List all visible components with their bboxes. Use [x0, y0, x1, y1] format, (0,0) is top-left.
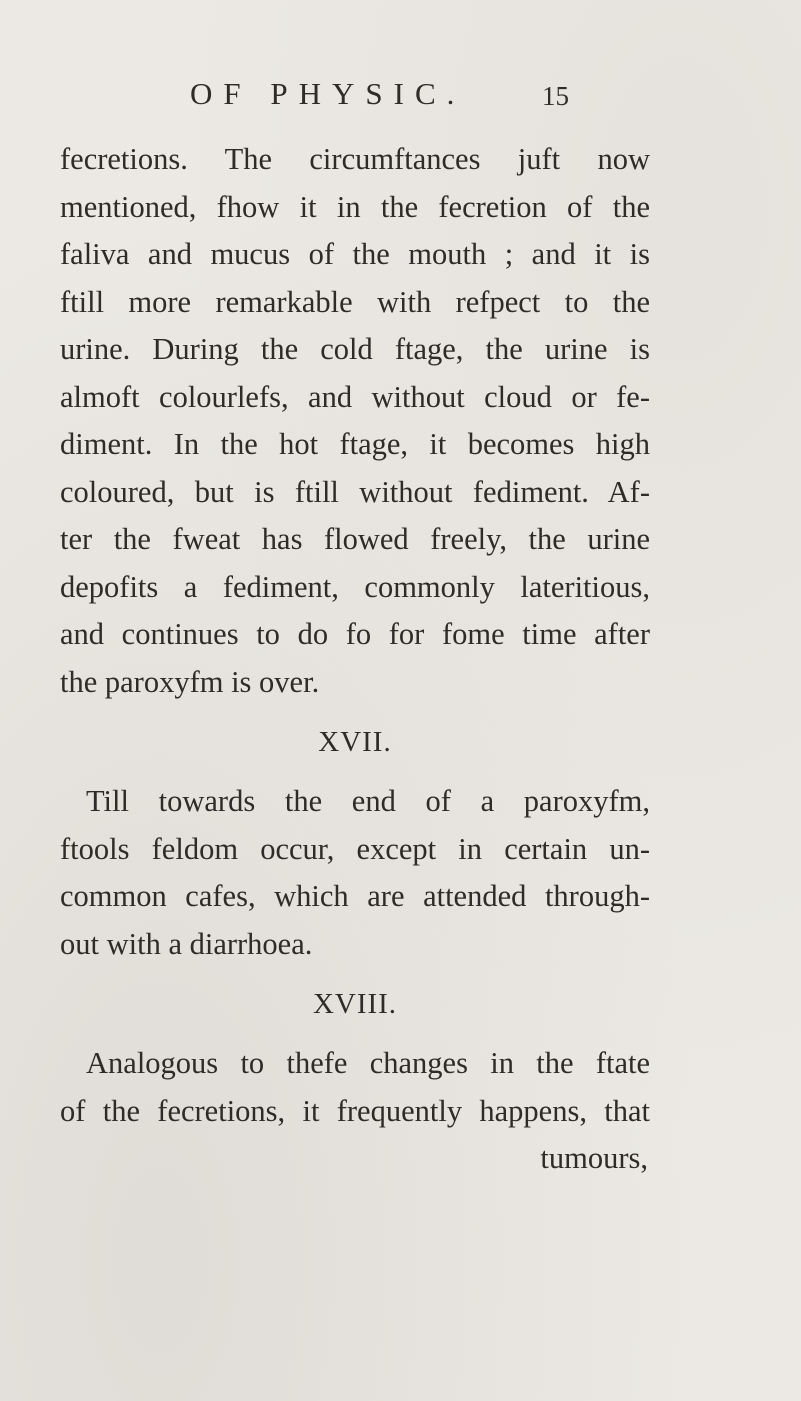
- text-line: of the fecretions, it frequently happens, that: [60, 1093, 650, 1128]
- text-line: common cafes, which are attended through-: [60, 879, 650, 913]
- text-line: urine. During the cold ftage, the urine is: [60, 332, 650, 366]
- text-line: mentioned, fhow it in the fecretion of the: [60, 189, 650, 224]
- section-heading: XVIII.: [312, 988, 398, 1020]
- text-line: the paroxyfm is over.: [60, 664, 320, 699]
- section-heading: XVII.: [318, 726, 392, 758]
- page-number: 15: [542, 81, 569, 111]
- running-head: [190, 74, 580, 114]
- running-title: OF PHYSIC.: [190, 76, 466, 111]
- text-line: coloured, but is ftill without fediment. Af-: [60, 474, 650, 509]
- paragraph: [60, 778, 650, 968]
- text-line: diment. In the hot ftage, it becomes high: [60, 427, 650, 461]
- paragraph: [60, 136, 650, 706]
- text-line: Analogous to thefe changes in the ftate: [86, 1046, 650, 1080]
- text-line: out with a diarrhoea.: [60, 926, 313, 961]
- text-line: almoft colourlefs, and without cloud or fe-: [60, 379, 650, 414]
- paragraph: [60, 1040, 650, 1183]
- text-line: and continues to do fo for fome time after: [60, 617, 650, 651]
- text-line: fecretions. The circumftances juft now: [60, 142, 650, 176]
- text-line: ftools feldom occur, except in certain un-: [60, 831, 650, 866]
- catchword: tumours,: [540, 1141, 648, 1175]
- text-line: ter the fweat has flowed freely, the urine: [60, 522, 650, 556]
- text-line: depofits a fediment, commonly lateritious,: [60, 569, 650, 604]
- text-line: faliva and mucus of the mouth ; and it is: [60, 237, 650, 271]
- text-line: Till towards the end of a paroxyfm,: [86, 784, 650, 818]
- body-text: [60, 136, 650, 1183]
- text-line: ftill more remarkable with refpect to the: [60, 284, 650, 319]
